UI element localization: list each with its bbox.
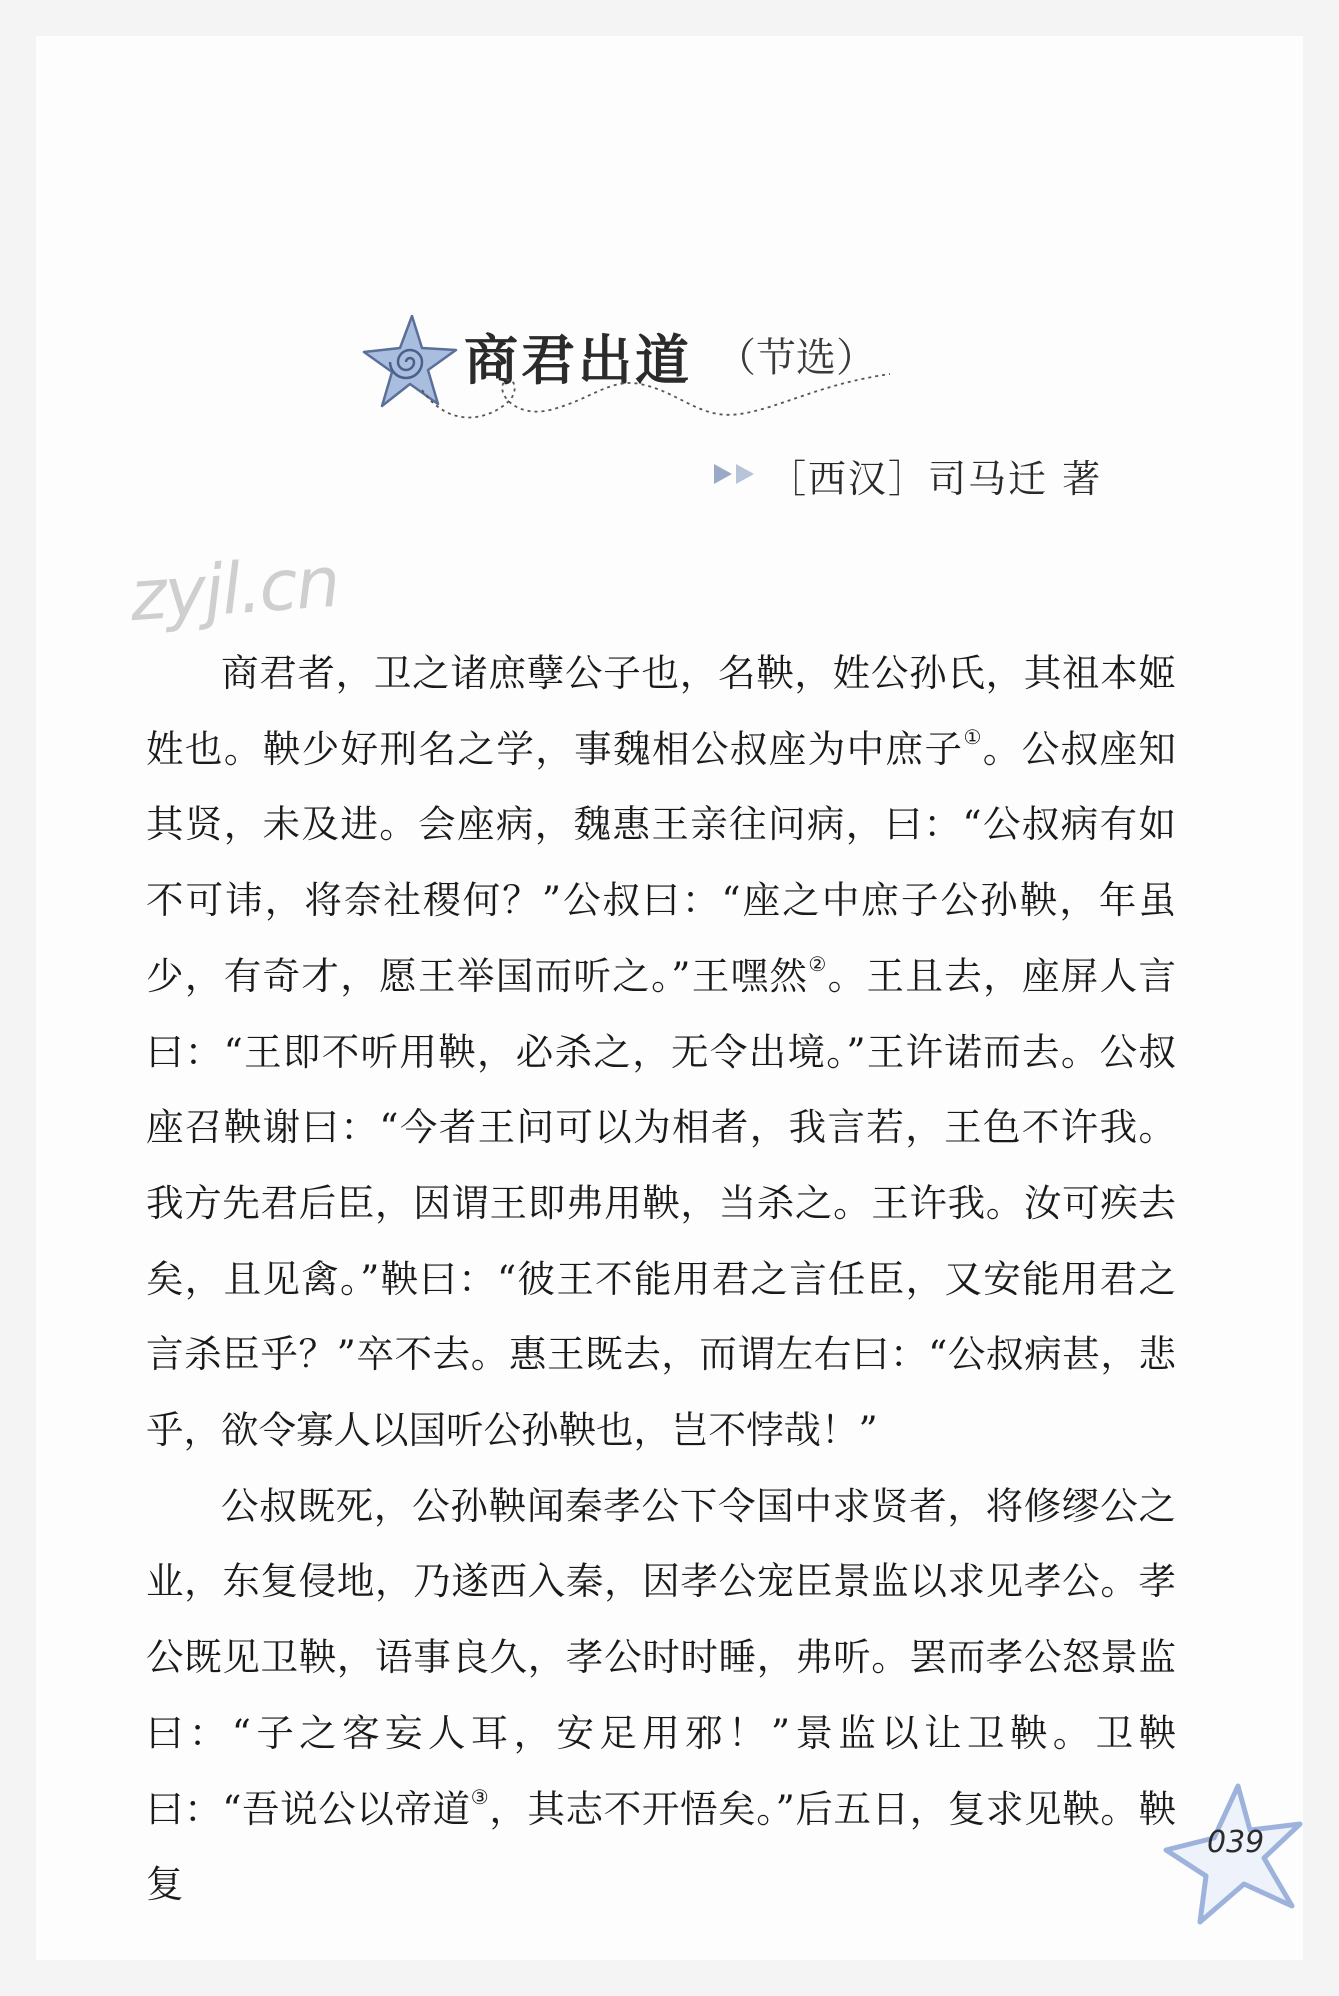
watermark-text: zyjl.cn <box>127 540 341 638</box>
footnote-ref-3: ③ <box>470 1785 490 1810</box>
paragraph-2: 公叔既死，公孙鞅闻秦孝公下令国中求贤者，将修缪公之业，东复侵地，乃遂西入秦，因孝公宠臣景监以求见孝公。孝公既见卫鞅，语事良久，孝公时时睡，弗听。罢而孝公怒景监曰：“子之客妄人耳，安足用邪！”景监以让卫鞅。卫鞅曰：“吾说公以帝道③，其志不开悟矣。”后五日，复求见鞅。鞅复 <box>146 1483 1177 1907</box>
page-number: 039 <box>1207 1825 1265 1860</box>
article-title: 商君出道 <box>464 329 692 392</box>
author-line <box>712 448 1132 502</box>
footnote-ref-1: ① <box>963 725 983 750</box>
footnote-ref-2: ② <box>808 952 828 977</box>
title-note: （节选） <box>716 335 876 381</box>
paragraph-1: 商君者，卫之诸庶孽公子也，名鞅，姓公孙氏，其祖本姬姓也。鞅少好刑名之学，事魏相公叔座为中庶子①。公叔座知其贤，未及进。会座病，魏惠王亲往问病，曰：“公叔病有如不可讳，将奈社稷何？”公叔曰：“座之中庶子公孙鞅，年虽少，有奇才，愿王举国而听之。”王嘿然②。王且去，座屏人言曰：“王即不听用鞅，必杀之，无令出境。”王许诺而去。公叔座召鞅谢曰：“今者王问可以为相者，我言若，王色不许我。我方先君后臣，因谓王即弗用鞅，当杀之。王许我。汝可疾去矣，且见禽。”鞅曰：“彼王不能用君之言任臣，又安能用君之言杀臣乎？”卒不去。惠王既去，而谓左右曰：“公叔病甚，悲乎，欲令寡人以国听公孙鞅也，岂不悖哉！” <box>146 651 1177 1453</box>
author: ［西汉］司马迁 著 <box>768 457 1103 501</box>
article-body <box>146 636 1176 1923</box>
dotted-decoration <box>420 370 900 430</box>
double-arrow-icon <box>712 462 760 486</box>
